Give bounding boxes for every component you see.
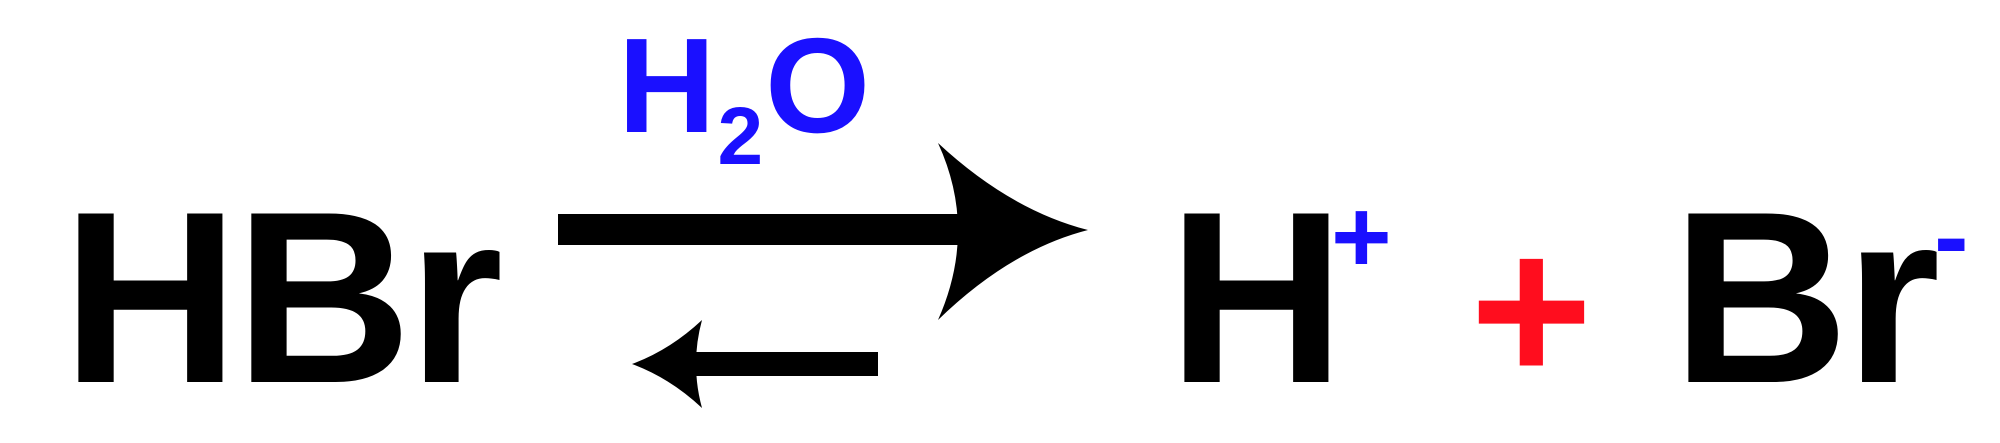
solvent-o: O	[765, 10, 871, 161]
forward-arrow-head	[938, 143, 1088, 320]
plus-sign: +	[1470, 192, 1593, 427]
forward-arrow-shaft	[558, 214, 998, 245]
forward-arrow	[558, 143, 1088, 320]
product-cation-h: H	[1168, 160, 1345, 434]
reverse-arrow-head	[632, 320, 702, 408]
cation-charge: +	[1331, 179, 1392, 295]
reactant-hbr: HBr	[62, 160, 500, 434]
anion-charge: -	[1934, 179, 1969, 295]
product-anion-br: Br	[1672, 160, 1937, 434]
reverse-arrow	[632, 320, 878, 408]
solvent-h: H	[618, 10, 716, 161]
solvent-subscript: 2	[717, 91, 764, 182]
reverse-arrow-shaft	[690, 352, 878, 376]
